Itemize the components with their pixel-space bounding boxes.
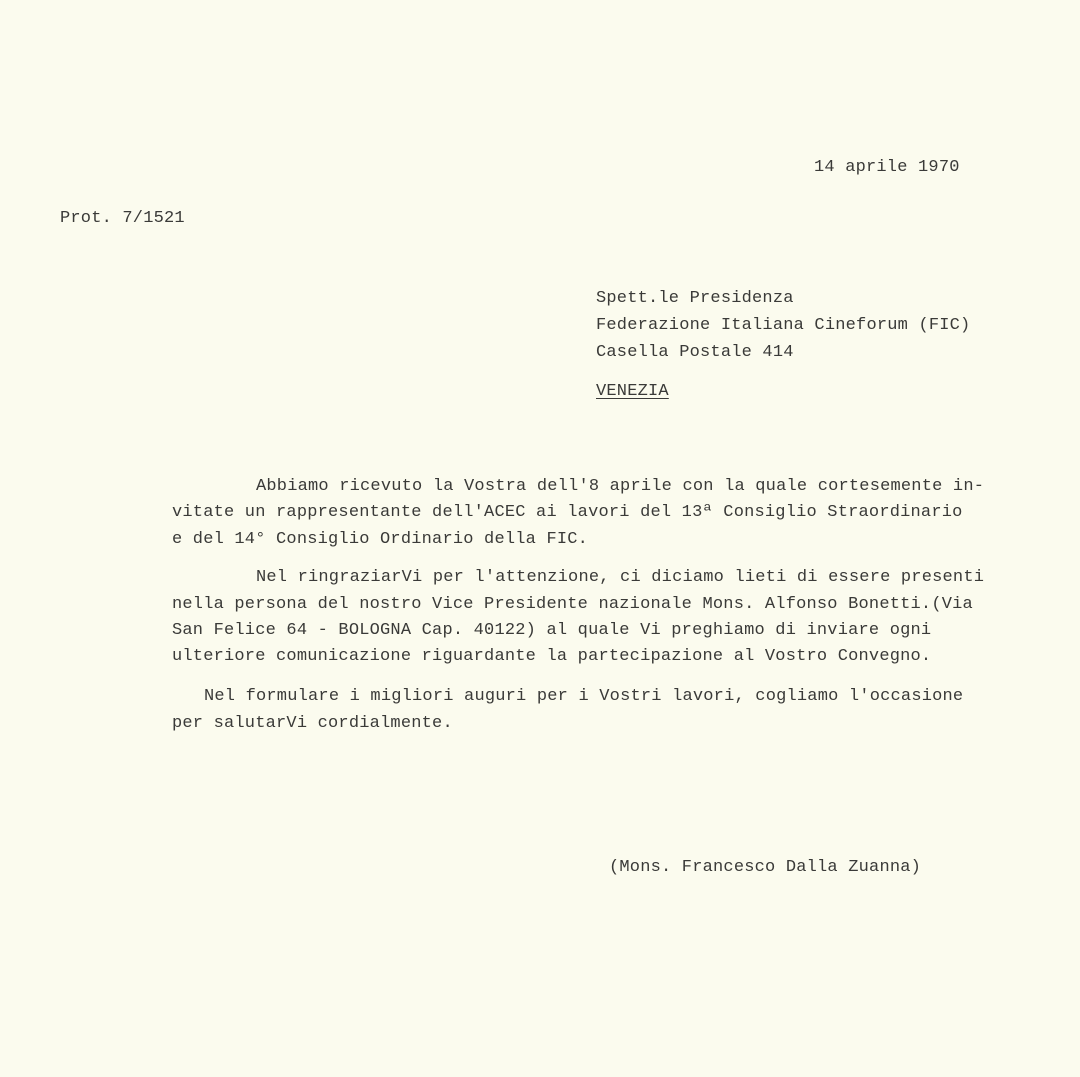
body-paragraph-3-line-2: per salutarVi cordialmente. <box>172 714 453 733</box>
recipient-line-2: Federazione Italiana Cineforum (FIC) <box>596 316 971 335</box>
recipient-line-1: Spett.le Presidenza <box>596 289 794 308</box>
body-paragraph-2-line-2: nella persona del nostro Vice Presidente nazionale Mons. Alfonso Bonetti.(Via <box>172 595 973 614</box>
letter-date: 14 aprile 1970 <box>814 158 960 177</box>
recipient-city: VENEZIA <box>596 382 669 401</box>
body-paragraph-2-line-3: San Felice 64 - BOLOGNA Cap. 40122) al quale Vi preghiamo di inviare ogni <box>172 621 932 640</box>
signature: (Mons. Francesco Dalla Zuanna) <box>609 858 922 877</box>
body-paragraph-2-line-1: Nel ringraziarVi per l'attenzione, ci diciamo lieti di essere presenti <box>256 568 985 587</box>
body-paragraph-2-line-4: ulteriore comunicazione riguardante la partecipazione al Vostro Convegno. <box>172 647 932 666</box>
protocol-number: Prot. 7/1521 <box>60 209 185 228</box>
body-paragraph-1-line-1: Abbiamo ricevuto la Vostra dell'8 aprile con la quale cortesemente in- <box>256 477 985 496</box>
body-paragraph-1-line-2: vitate un rappresentante dell'ACEC ai lavori del 13ª Consiglio Straordinario <box>172 503 963 522</box>
body-paragraph-3-line-1: Nel formulare i migliori auguri per i Vostri lavori, cogliamo l'occasione <box>204 687 964 706</box>
recipient-line-3: Casella Postale 414 <box>596 343 794 362</box>
body-paragraph-1-line-3: e del 14° Consiglio Ordinario della FIC. <box>172 530 589 549</box>
